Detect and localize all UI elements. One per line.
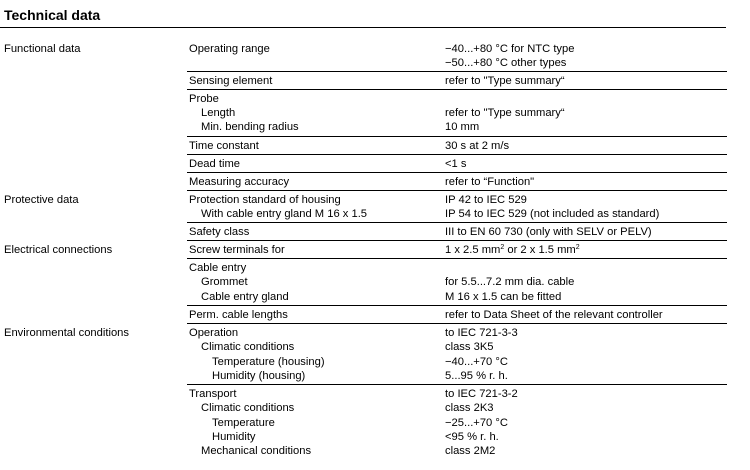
title-divider (0, 27, 726, 28)
sensing-element-label: Sensing element (189, 75, 273, 87)
cable-lengths-label: Perm. cable lengths (189, 309, 288, 321)
operation-climatic-label: Climatic conditions (201, 341, 295, 353)
probe-bending-radius-value: 10 mm (445, 121, 480, 133)
page-title: Technical data (4, 7, 101, 23)
row-divider (187, 154, 727, 155)
cable-entry-gland-label: Cable entry gland (201, 291, 289, 303)
transport-humidity-label: Humidity (212, 431, 256, 443)
measuring-accuracy-value: refer to “Function" (445, 176, 535, 188)
transport-mechanical-value: class 2M2 (445, 445, 496, 457)
operation-temperature-label: Temperature (housing) (212, 356, 325, 368)
dead-time-value: <1 s (445, 158, 467, 170)
screw-terminals-value: 1 x 2.5 $mm^2$ or 2 x 1.5 $mm^2$ (445, 244, 580, 256)
row-divider (187, 384, 727, 385)
row-divider (187, 89, 727, 90)
operation-humidity-value: 5...95 % r. h. (445, 370, 508, 382)
transport-humidity-value: <95 % r. h. (445, 431, 499, 443)
section-electrical-connections: Electrical connections (4, 244, 113, 256)
transport-temperature-value: −25...+70 °C (445, 417, 508, 429)
probe-label: Probe (189, 93, 219, 105)
cable-entry-gland-value: M 16 x 1.5 can be fitted (445, 291, 562, 303)
protection-standard-value: IP 42 to IEC 529 (445, 194, 527, 206)
operating-range-value-ntc: −40...+80 °C for NTC type (445, 43, 575, 55)
row-divider (187, 305, 727, 306)
operation-value: to IEC 721-3-3 (445, 327, 518, 339)
operation-climatic-value: class 3K5 (445, 341, 494, 353)
section-protective-data: Protective data (4, 194, 79, 206)
transport-climatic-value: class 2K3 (445, 402, 494, 414)
row-divider (187, 136, 727, 137)
probe-length-value: refer to "Type summary“ (445, 107, 565, 119)
sensing-element-value: refer to "Type summary“ (445, 75, 565, 87)
operating-range-label: Operating range (189, 43, 270, 55)
section-environmental-conditions: Environmental conditions (4, 327, 129, 339)
measuring-accuracy-label: Measuring accuracy (189, 176, 290, 188)
operation-temperature-value: −40...+70 °C (445, 356, 508, 368)
transport-temperature-label: Temperature (212, 417, 275, 429)
transport-mechanical-label: Mechanical conditions (201, 445, 312, 457)
row-divider (187, 323, 727, 324)
time-constant-value: 30 s at 2 m/s (445, 140, 510, 152)
row-divider (187, 222, 727, 223)
cable-entry-label: Cable entry (189, 262, 247, 274)
probe-length-label: Length (201, 107, 236, 119)
grommet-value: for 5.5...7.2 mm dia. cable (445, 276, 575, 288)
operating-range-value-other: −50...+80 °C other types (445, 57, 567, 69)
dead-time-label: Dead time (189, 158, 240, 170)
row-divider (187, 71, 727, 72)
probe-bending-radius-label: Min. bending radius (201, 121, 299, 133)
row-divider (187, 190, 727, 191)
operation-humidity-label: Humidity (housing) (212, 370, 306, 382)
row-divider (187, 258, 727, 259)
operation-label: Operation (189, 327, 239, 339)
cable-lengths-value: refer to Data Sheet of the relevant controller (445, 309, 663, 321)
transport-value: to IEC 721-3-2 (445, 388, 518, 400)
grommet-label: Grommet (201, 276, 248, 288)
row-divider (187, 172, 727, 173)
screw-terminals-label: Screw terminals for (189, 244, 285, 256)
safety-class-label: Safety class (189, 226, 250, 238)
transport-climatic-label: Climatic conditions (201, 402, 295, 414)
protection-gland-value: IP 54 to IEC 529 (not included as standard) (445, 208, 660, 220)
section-functional-data: Functional data (4, 43, 81, 55)
transport-label: Transport (189, 388, 237, 400)
protection-gland-label: With cable entry gland M 16 x 1.5 (201, 208, 368, 220)
safety-class-value: III to EN 60 730 (only with SELV or PELV) (445, 226, 652, 238)
time-constant-label: Time constant (189, 140, 259, 152)
row-divider (187, 240, 727, 241)
protection-standard-label: Protection standard of housing (189, 194, 341, 206)
